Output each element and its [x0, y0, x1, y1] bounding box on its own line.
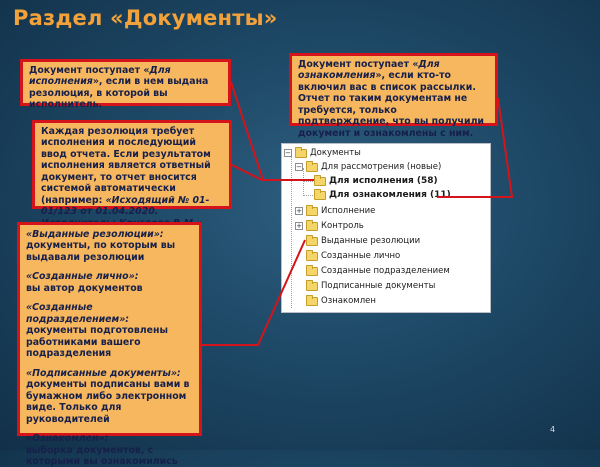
section-desc: документы подписаны вами в бумажном либо электронном виде. Только для руководителей [26, 379, 190, 425]
callout-text: », если кто-то включил вас в список рассылки. Отчет по таким документам не требуется, только подтверждение, что вы получили документ и ознакомлены с ним. [298, 70, 484, 139]
tree-guide [303, 195, 313, 196]
callout-for-acquaintance [289, 53, 498, 139]
tree-item-for-acquaintance[interactable] [314, 188, 451, 202]
tree-item-created-dept[interactable] [306, 264, 450, 278]
expand-icon[interactable]: + [296, 207, 302, 215]
callout-report [32, 120, 232, 218]
section-name: «Созданные подразделением»: [26, 302, 130, 325]
folder-icon [306, 163, 318, 172]
slide-title: Раздел «Документы» [13, 6, 278, 30]
section-issued [26, 229, 193, 263]
callout-text: Каждая резолюция требует исполнения и последующий ввод отчета. Если результатом исполнения является ответный документ, то отчет вносится системой автоматически (например: [41, 126, 211, 206]
callout-text: », если в нем выдана резолюция, в которой вы исполнитель. [29, 76, 209, 111]
expand-icon[interactable]: + [296, 222, 302, 230]
tree-item-label: Выданные резолюции [321, 236, 421, 246]
tree-item-created-personal[interactable] [306, 249, 400, 263]
tree-item-label: Подписанные документы [321, 281, 436, 291]
section-created-personal [26, 271, 193, 294]
tree-item-label: Созданные лично [321, 251, 401, 261]
page-number: 4 [550, 425, 556, 434]
section-name: «Подписанные документы»: [26, 367, 181, 379]
folder-icon [306, 222, 318, 231]
tree-item-execution[interactable] [295, 204, 375, 218]
tree-guide [291, 156, 292, 308]
section-name: «Ознакомлен»: [26, 433, 109, 445]
documents-tree [281, 143, 491, 313]
tree-item-signed[interactable] [306, 279, 435, 293]
section-desc: документы подготовлены работниками вашего подразделения [26, 325, 168, 360]
folder-icon [306, 282, 318, 291]
callout-emphasis: Для исполнения [29, 65, 171, 88]
folder-icon [306, 207, 318, 216]
section-desc: документы, по которым вы выдавали резолюции [26, 240, 176, 263]
tree-item-control[interactable] [295, 219, 364, 233]
folder-icon [314, 177, 326, 186]
tree-item-label: Для ознакомления (11) [329, 190, 451, 200]
tree-item-label: Ознакомлен [321, 296, 376, 306]
section-desc: выборка документов, с которыми вы ознакомились [26, 444, 178, 467]
section-desc: вы автор документов [26, 282, 143, 294]
callout-text: Документ поступает « [29, 65, 150, 76]
folder-icon [306, 297, 318, 306]
folder-icon [314, 191, 326, 200]
tree-item-label: Контроль [321, 221, 364, 231]
tree-item-issued-resolutions[interactable] [306, 234, 420, 248]
folder-icon [295, 149, 307, 158]
tree-guide [303, 181, 313, 182]
callout-for-execution [20, 59, 231, 111]
folder-icon [306, 267, 318, 276]
collapse-icon[interactable]: − [296, 163, 302, 171]
tree-item-label: Документы [310, 148, 361, 158]
section-name: «Выданные резолюции»: [26, 229, 164, 240]
section-created-dept [26, 302, 193, 359]
folder-icon [306, 252, 318, 261]
folder-icon [306, 237, 318, 246]
callout-emphasis: Для ознакомления [298, 59, 440, 82]
section-signed [26, 368, 193, 425]
connector-report [232, 165, 262, 180]
tree-item-acquainted[interactable] [306, 294, 376, 308]
callout-text: Документ поступает « [298, 59, 419, 70]
tree-item-documents[interactable] [284, 146, 361, 160]
section-name: «Созданные лично»: [26, 271, 139, 283]
tree-item-label: Исполнение [321, 206, 376, 216]
callout-example: «Исходящий № 01-01/123 от 01.04.2020. [41, 194, 210, 218]
tree-item-for-execution[interactable] [314, 174, 438, 188]
tree-item-label: Созданные подразделением [321, 266, 450, 276]
tree-item-label: Для рассмотрения (новые) [321, 162, 442, 172]
callout-sections [17, 222, 202, 467]
section-acquainted [26, 433, 193, 467]
tree-item-for-review[interactable] [295, 160, 441, 174]
tree-item-label: Для исполнения (58) [329, 176, 438, 186]
collapse-icon[interactable]: − [285, 149, 291, 157]
